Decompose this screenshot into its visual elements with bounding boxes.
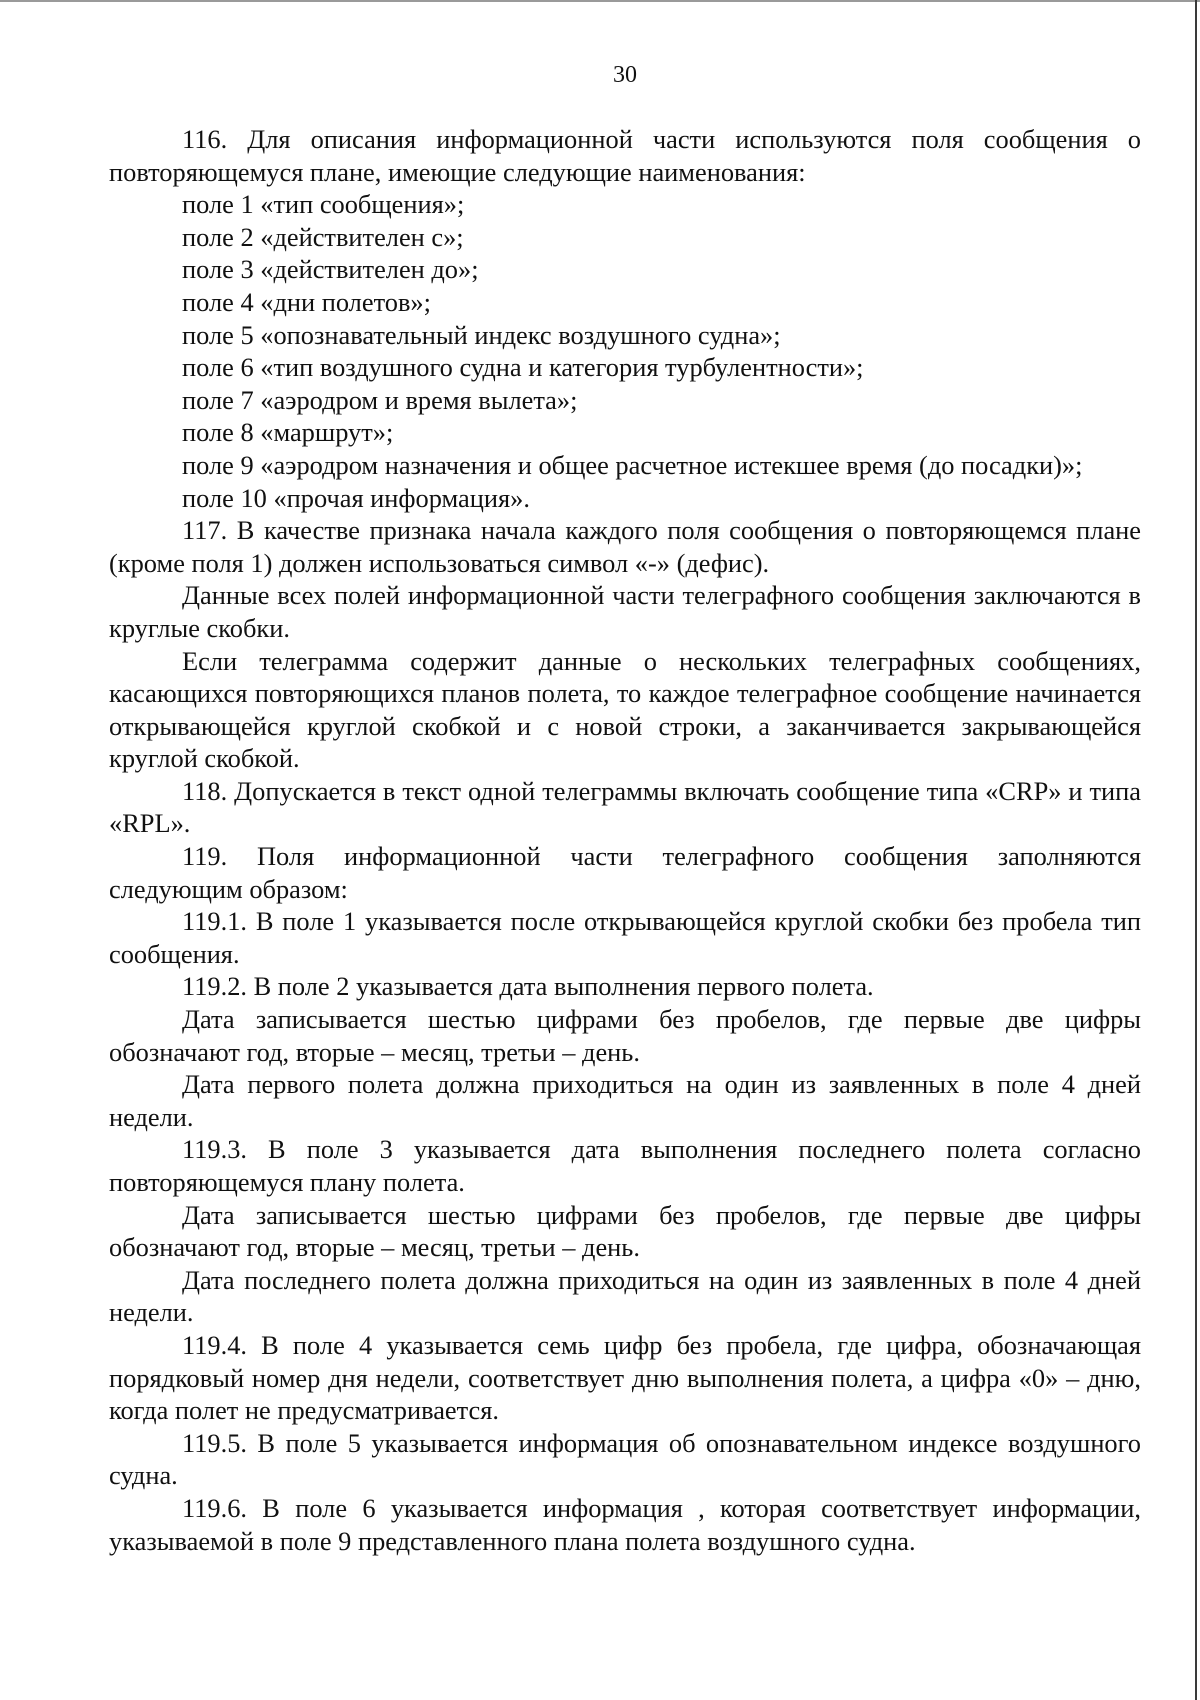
field-item-2: поле 2 «действителен с»; (182, 221, 464, 252)
paragraph-116: 116. Для описания информационной части используются поля сообщения о повторяющемуся плане, имеющие следующие наименования: (109, 124, 1141, 187)
paragraph-119: 119. Поля информационной части телеграфного сообщения заполняются следующим образом: (109, 841, 1141, 904)
paragraph-119-5: 119.5. В поле 5 указывается информация об опознавательном индексе воздушного судна. (109, 1427, 1141, 1491)
field-item-4: поле 4 «дни полетов»; (182, 286, 431, 317)
paragraph-119-2-weekday: Дата первого полета должна приходиться на один из заявленных в поле 4 дней недели. (109, 1069, 1141, 1132)
paragraph-119-4: 119.4. В поле 4 указывается семь цифр без пробела, где цифра, обозначающая порядковый номер дня недели, соответствует дню выполнения полета, а цифра «0» – дню, когда полет не предусматривается. (109, 1329, 1141, 1426)
paragraph-119-2: 119.2. В поле 2 указывается дата выполнения первого полета. (182, 971, 874, 1002)
paragraph-119-6: 119.6. В поле 6 указывается информация , которая соответствует информации, указываемой в поле 9 представленного плана полета воздушного судна. (109, 1492, 1141, 1556)
field-item-7: поле 7 «аэродром и время вылета»; (182, 384, 578, 415)
scan-edge-top (0, 0, 1200, 2)
field-item-3: поле 3 «действителен до»; (182, 254, 479, 285)
scan-edge-right (1195, 0, 1197, 1700)
paragraph-119-1: 119.1. В поле 1 указывается после открывающейся круглой скобки без пробела тип сообщения. (109, 906, 1141, 969)
field-item-8: поле 8 «маршрут»; (182, 417, 394, 448)
paragraph-117: 117. В качестве признака начала каждого поля сообщения о повторяющемся плане (кроме поля 1) должен использоваться символ «-» (дефис). (109, 515, 1141, 578)
page-number: 30 (613, 62, 637, 88)
document-body (109, 123, 1141, 1557)
paragraph-119-3-weekday: Дата последнего полета должна приходиться на один из заявленных в поле 4 дней недели. (109, 1264, 1141, 1328)
field-item-6: поле 6 «тип воздушного судна и категория турбулентности»; (182, 352, 864, 383)
field-item-5: поле 5 «опознавательный индекс воздушного судна»; (182, 319, 781, 350)
paragraph-119-2-format: Дата записывается шестью цифрами без пробелов, где первые две цифры обозначают год, вторые – месяц, третьи – день. (109, 1004, 1141, 1067)
paragraph-117-multiple: Если телеграмма содержит данные о нескольких телеграфных сообщениях, касающихся повторяющихся планов полета, то каждое телеграфное сообщение начинается открывающейся круглой скобкой и с новой строки, а заканчивается закрывающейся круглой скобкой. (109, 645, 1141, 774)
paragraph-118: 118. Допускается в текст одной телеграммы включать сообщение типа «CRP» и типа «RPL». (109, 775, 1141, 839)
field-item-9: поле 9 «аэродром назначения и общее расчетное истекшее время (до посадки)»; (182, 449, 1083, 480)
field-item-1: поле 1 «тип сообщения»; (182, 189, 465, 220)
paragraph-119-3: 119.3. В поле 3 указывается дата выполнения последнего полета согласно повторяющемуся плану полета. (109, 1134, 1141, 1197)
paragraph-119-3-format: Дата записывается шестью цифрами без пробелов, где первые две цифры обозначают год, вторые – месяц, третьи – день. (109, 1199, 1141, 1263)
paragraph-117-brackets: Данные всех полей информационной части телеграфного сообщения заключаются в круглые скобки. (109, 580, 1141, 643)
field-item-10: поле 10 «прочая информация». (182, 482, 530, 513)
